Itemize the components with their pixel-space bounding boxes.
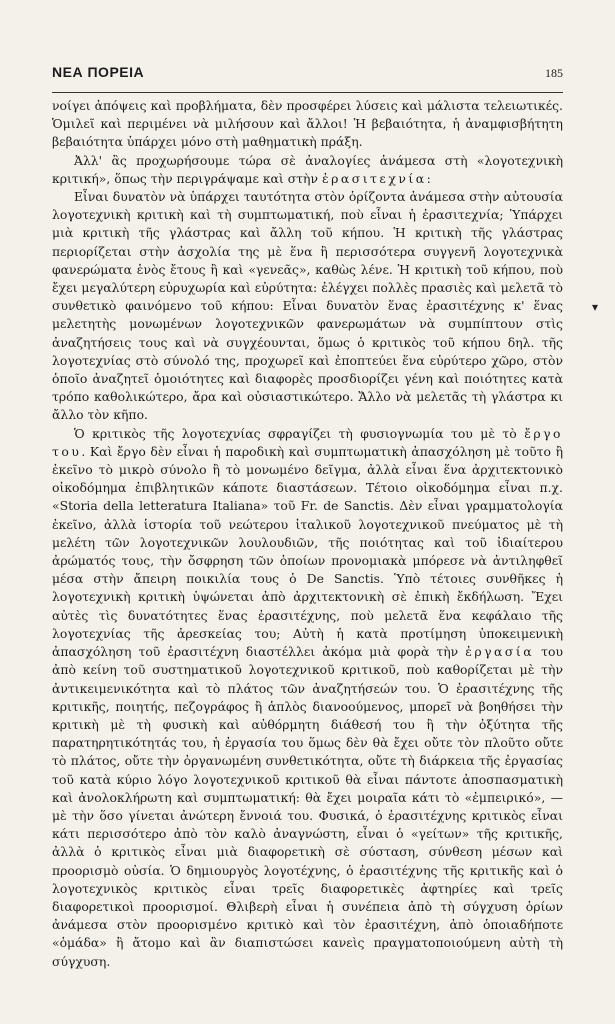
page-number: 185 — [545, 66, 563, 80]
body-text — [52, 97, 563, 971]
paragraph-4-text: Ὁ κριτικὸς τῆς λογοτεχνίας σφραγίζει τὴ φυσιογνωμία του μὲ τὸ — [74, 425, 525, 441]
paragraph-2 — [52, 152, 563, 188]
paragraph-4 — [52, 425, 563, 971]
paragraph-2-text: Ἀλλ' ἂς προχωρήσουμε τώρα σὲ ἀναλογίες ἀνάμεσα στὴ «λογοτεχνικὴ κριτική», ὅπως τὴν περιγράψαμε καὶ στὴν — [52, 152, 563, 186]
paragraph-4-text-c: του ἀπὸ κείνη τοῦ συστηματικοῦ λογοτεχνικοῦ κριτικοῦ, ποὺ καθορίζεται μὲ τὴν ἀντικειμενικότητα καὶ τὸ πλάτος τῶν ἀναζητήσεών του. Ὁ ἐρασιτέχνης τῆς κριτικῆς, ποιητής, πεζογράφος ἢ ἁπλὸς διανοούμενος, μπορεῖ νὰ βοηθήσει τὴν κριτικὴ μὲ τὴ φυσικὴ καὶ αὐθόρμητη διάθεσή του ἢ τὴν ὀξύτητα τῆς παρατηρητικότητάς του, ἡ ἐργασία του ὅμως δὲν θὰ ἔχει οὔτε τὸν πλοῦτο οὔτε τὸ πλάτος, οὔτε τὴν ὀργανωμένη συνθετικότητα, οὔτε τὴ διάρκεια τῆς ἐργασίας τοῦ κατὰ κύριο λόγο λογοτεχνικοῦ κριτικοῦ θὰ εἶναι πάντοτε ἀποσπασματικὴ καὶ ἀνολοκλήρωτη καὶ συμπτωματική: θὰ ἔχει μοιραῖα κάτι τὸ «ἐμπειρικό», — μὲ τὴν ὅσο γίνεται ἀνώτερη ἔννοιά του. Φυσικά, ὁ ἐρασιτέχνης κριτικὸς εἶναι κάτι περισσότερο ἀπὸ τὸν καλὸ ἀναγνώστη, εἶναι ὁ «γείτων» τῆς κριτικῆς, ἀλλὰ ὁ κριτικὸς εἶναι μιὰ διαφορετικὴ σὲ σύσταση, σύνθεση μέσων καὶ προορισμὸ οὐσία. Ὁ δημιουργὸς λογοτέχνης, ὁ ἐρασιτέχνης τῆς κριτικῆς καὶ ὁ λογοτεχνικὸς κριτικὸς εἶναι τρεῖς διαφορετικὲς ἀφτηρίες καὶ τρεῖς διαφορετικοὶ προορισμοί. Θλιβερὴ εἶναι ἡ συνέπεια ἀπὸ τὴ σύγχυση ὁρίων ἀνάμεσα στὸν προορισμένο κριτικὸ καὶ τὸν ἐρασιτέχνη, ἀπὸ ὁποιαδήποτε «ὁμάδα» ἢ ἄτομο καὶ ἂν διαπιστώσει κανεὶς πραγματοποιούμενη αὐτὴ τὴ σύγχυση. — [52, 644, 563, 969]
spaced-term-ergo: ἔργο του — [52, 425, 563, 459]
spaced-term-ergasia: ἐργασία — [465, 644, 535, 660]
header-rule — [52, 92, 563, 93]
paragraph-3-text: Εἶναι δυνατὸν νὰ ὑπάρχει ταυτότητα στὸν ὁρίζοντα ἀνάμεσα στὴν αὐτουσία λογοτεχνικὴ κριτικὴ καὶ τὴ συμπτωματική, ποὺ εἶναι ἡ ἐρασιτεχνία; Ὑπάρχει μιὰ κριτικὴ τῆς γλάστρας καὶ ἄλλη τοῦ κήπου. Ἡ κριτικὴ τῆς γλάστρας περιορίζεται στὴν ἀσχολία της μὲ ἕνα ἢ περισσότερα συγγενῆ λογοτεχνικὰ φανερώματα ἑνὸς ἔτους ἢ καὶ «γενεᾶς», καθὼς λένε. Ἡ κριτικὴ τοῦ κήπου, ποὺ ἔχει μεγαλύτερη εὐρυχωρία καὶ εὐρύτητα: ἐλέγχει πολλὲς πρασιὲς καὶ μελετᾶ τὸ συνθετικὸ φαινόμενο τοῦ κήπου: Εἶναι δυνατὸν ἕνας ἐρασιτέχνης κ' ἕνας μελετητὴς μονωμένων λογοτεχνικῶν φανερωμάτων νὰ συμπίπτουν στὶς ἀναζητήσεις τους καὶ νὰ συγχέουνται, ὅμως ὁ κριτικὸς τοῦ κήπου δηλ. τῆς λογοτεχνίας στὸ σύνολό της, προχωρεῖ καὶ ἐποπτεύει ἕνα εὐρύτερο χῶρο, στὸν ὁποῖο ἀναζητεῖ ὁμοιότητες καὶ διαφορὲς προσδιορίζει γένη καὶ ποιότητες κατὰ τρόπο καθολικώτερο, ἄρα καὶ οὐσιαστικώτερο. Ἄλλο νὰ μελετᾶς τὴ γλάστρα κι ἄλλο τὸν κῆπο. — [52, 189, 563, 423]
paragraph-1-text: νοίγει ἀπόψεις καὶ προβλήματα, δὲν προσφέρει λύσεις καὶ μάλιστα τελειωτικές. Ὁμιλεῖ καὶ περιμένει νὰ μιλήσουν καὶ ἄλλοι! Ἡ βεβαιότητα, ἡ ἀναμφισβήτητη βεβαιότητα ὑπάρχει μόνο στὴ μαθηματικὴ πράξη. — [52, 98, 563, 150]
margin-mark: ▾ — [592, 300, 599, 314]
spaced-term-erasitechnia: ἐρασιτεχνία — [321, 170, 427, 186]
page-header — [52, 64, 563, 86]
paragraph-1 — [52, 97, 563, 152]
paragraph-4-text-b: . Καὶ ἔργο δὲν εἶναι ἡ παροδικὴ καὶ συμπτωματικὴ ἀπασχόληση μὲ τοῦτο ἢ ἐκεῖνο τὸ μικρὸ σύνολο ἢ τὸ μονωμένο δεῖγμα, ἀλλὰ εἶναι ἕνα ἀρχιτεκτονικὸ οἰκοδόμημα ἐπιβλητικῶν κάποτε διαστάσεων. Τέτοιο οἰκοδόμημα εἶναι π.χ. «Storia della letteratura Italiana» τοῦ Fr. de Sanctis. Δὲν εἶναι γραμματολογία ἐκεῖνο, ἀλλὰ ἱστορία τοῦ νεώτερου ἰταλικοῦ λογοτεχνικοῦ πνεύματος μὲ τὴ μελέτη τῶν λογοτεχνικῶν λουλουδιῶν, τῆς ποιότητας καὶ τοῦ ἰδιαίτερου ἀρώματός τους, τὴν ὄσφρηση τῶν ὁποίων προνομιακὰ μπόρεσε νὰ ἀντιληφθεῖ μέσα στὴν ἄπειρη ποικιλία τους ὁ De Sanctis. Ὑπὸ τέτοιες συνθῆκες ἡ λογοτεχνικὴ κριτικὴ ὑψώνεται ἀπὸ ἀρχιτεκτονικὴ σὲ ἐπικὴ ἔκδήλωση. Ἔχει αὐτὲς τὶς δυνατότητες ἕνας ἐρασιτέχνης, ποὺ μελετᾶ ἕνα κεφάλαιο τῆς λογοτεχνίας τῆς ἀρεσκείας του; Αὐτὴ ἡ κατὰ προτίμηση ὑποκειμενικὴ ἀπασχόληση τοῦ ἐρασιτέχνη διαστέλλει ἀκόμα μιὰ φορὰ τὴν — [52, 443, 563, 660]
running-title: ΝΕΑ ΠΟΡΕΙΑ — [52, 64, 145, 80]
paragraph-3 — [52, 188, 563, 425]
paragraph-2-tail: : — [426, 170, 431, 186]
